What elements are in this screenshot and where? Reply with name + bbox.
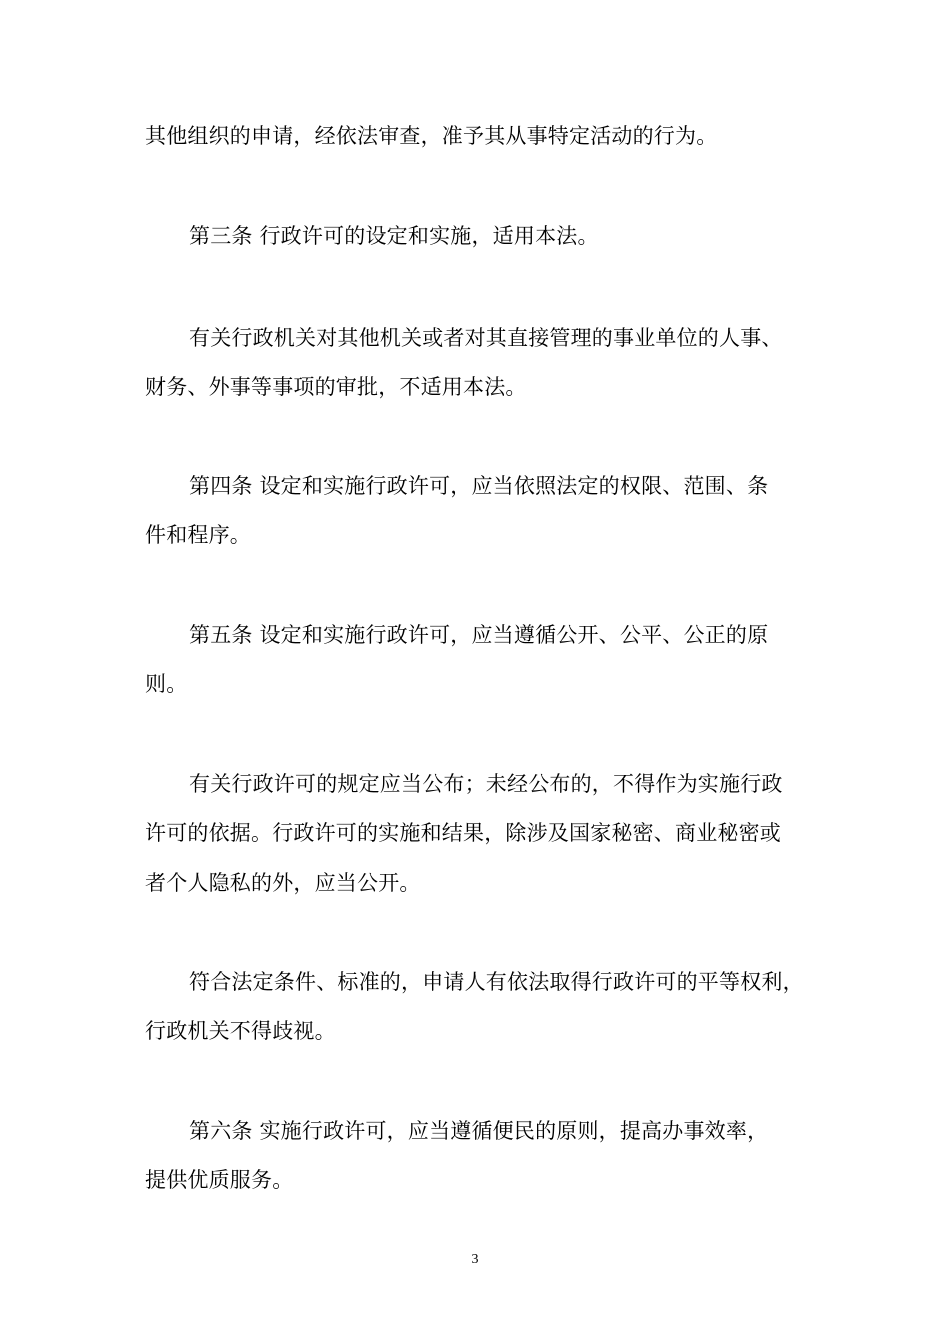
article-6-line-1: 第六条 实施行政许可，应当遵循便民的原则，提高办事效率，: [189, 1119, 769, 1143]
paragraph-3-line-2: 财务、外事等事项的审批，不适用本法。: [145, 375, 527, 399]
paragraph-6-line-3: 者个人隐私的外，应当公开。: [145, 871, 421, 895]
page-number: 3: [471, 1252, 479, 1267]
article-4-line-2: 件和程序。: [145, 523, 251, 547]
article-3-line-1: 第三条 行政许可的设定和实施，适用本法。: [189, 224, 599, 248]
article-5-line-1: 第五条 设定和实施行政许可，应当遵循公开、公平、公正的原: [189, 623, 769, 647]
article-6-line-2: 提供优质服务。: [145, 1168, 294, 1192]
paragraph-6-line-2: 许可的依据。行政许可的实施和结果，除涉及国家秘密、商业秘密或: [145, 821, 781, 845]
paragraph-7-line-1: 符合法定条件、标准的，申请人有依法取得行政许可的平等权利，: [189, 970, 804, 994]
paragraph-1-line-1: 其他组织的申请，经依法审查，准予其从事特定活动的行为。: [145, 124, 718, 148]
article-5-line-2: 则。: [145, 672, 188, 696]
article-4-line-1: 第四条 设定和实施行政许可，应当依照法定的权限、范围、条: [189, 474, 769, 498]
paragraph-6-line-1: 有关行政许可的规定应当公布；未经公布的，不得作为实施行政: [189, 772, 783, 796]
paragraph-7-line-2: 行政机关不得歧视。: [145, 1019, 336, 1043]
paragraph-3-line-1: 有关行政机关对其他机关或者对其直接管理的事业单位的人事、: [189, 326, 783, 350]
